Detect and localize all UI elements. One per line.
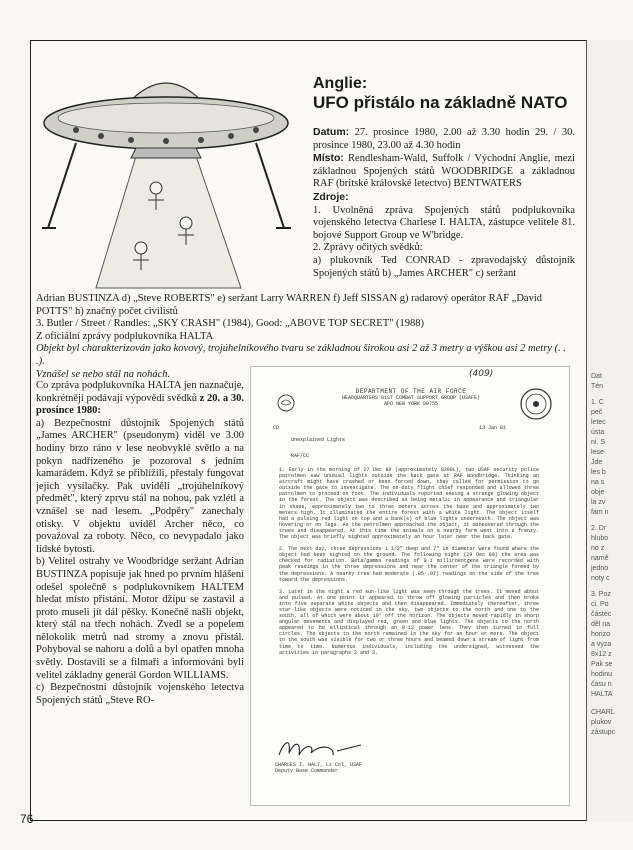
memo-date: 13 Jan 81 <box>479 425 507 431</box>
memo-stamp: (409) <box>469 369 494 379</box>
memo-paragraph-3: 3. Later in the night a red sun-like light was seen through the trees. It moved about and pulsed. At one point it appeared to throw off glowing particles and then broke into five separate white objects and then disappeared. Immediately thereafter, three star-like objects were noticed in the sky, two objects to the north and one to the south, all of which were about 10° off the horizon. The objects moved rapidly in sharp angular movements and displayed red, green and blue lights. The objects to the north appeared to be elliptical through an 8-12 power lens. They then turned to full circles. The objects to the north remained in the sky for an hour or more. The object to the south was visible for two or three hours and beamed down a stream of light from time to time. Numerous individuals, including the undersigned, witnessed the activities in paragraphs 2 and 3. <box>279 588 539 656</box>
col-archer: a) Bezpečnostní důstojník Spojených států „James ARCHER" (pseudonym) viděl ve 3.00 hodiny brzo ráno v lese neobvyklé světlo a na pokyn nadřízeného je pozoroval s jedním kamarádem. Když se přiblížili, přestaly fungovat jejich vysílačky. Pak uviděli „trojúhelníkový předmět", který zprvu stál na nohou, pak vzlétl a vznášel se nad lesem. „Podpěry" zanechaly otisky. V objektu uviděl Archer něco, co považoval za roboty. Něco, co nevypadalo jako lidské bytosti. <box>36 417 244 555</box>
memo-signer: CHARLES I. HALT, Lt Col, USAF <box>275 762 363 768</box>
left-column <box>36 380 244 707</box>
source-books: 3. Butler / Street / Randles: „SKY CRASH" (1984), Good: „ABOVE TOP SECRET" (1988) <box>36 318 425 330</box>
memo-paragraph-2: 2. The next day, three depressions 1 1/2" deep and 7" in diameter were found where the object had been sighted on the ground. The following night (29 Dec 80) the area was checked for radiation. Beta/gamma readings of 0.1 milliroentgens were recorded with peak readings in the three depressions and near the center of the triangle formed by the depressions. A nearby tree had moderate (.05-.07) readings on the side of the tree toward the depressions. <box>279 546 539 583</box>
witness-list: Adrian BUSTINZA d) „Steve ROBERTS" e) seržant Larry WARREN f) Jeff SISSAN g) radarový operátor RAF „David POTTS" h) značný počet civilistů <box>36 293 543 317</box>
col-intro: Co zpráva podplukovníka HALTA jen naznačuje, konkrétněji podávají výpovědi svědků z 20. a 30. prosince 1980: <box>36 380 244 417</box>
col-roberts: c) Bezpečnostní důstojník vojenského letectva Spojených států „Steve RO- <box>36 682 244 706</box>
datum-line <box>313 126 575 152</box>
side-strip-fragment: Jde <box>591 459 603 466</box>
zdroje-2a: a) plukovník Ted CONRAD - zpravodajský důstojník Spojených států b) „James ARCHER" c) seržant <box>313 254 575 279</box>
side-strip-fragment: ci. Po <box>591 601 609 608</box>
side-strip-fragment: na s <box>591 479 605 486</box>
memo-body <box>279 467 539 662</box>
side-strip-fragment: částec <box>591 611 612 618</box>
side-strip-fragment: ústa <box>591 429 605 436</box>
misto-line <box>313 152 575 191</box>
side-strip-fragment: hlubo <box>591 535 609 542</box>
signature-icon <box>275 737 365 761</box>
datum-label: Datum: <box>313 126 350 138</box>
article-heading <box>313 75 573 113</box>
misto-text: Rendlesham-Wald, Suffolk / Východní Anglie, mezi základnou Spojených států WOODBRIDGE a základnou RAF (britské královské letectvo) BENTWATERS <box>313 153 575 190</box>
side-strip-fragment: fam n <box>591 509 609 516</box>
memo-signature-block <box>275 762 362 774</box>
side-strip-fragment: horizo <box>591 631 611 638</box>
zdroje-2: 2. Zprávy očitých svědků: <box>313 242 423 254</box>
side-strip-fragment: la zv <box>591 499 606 506</box>
side-strip-fragment: peč <box>591 409 603 416</box>
memo-signer-title: Deputy Base Commander <box>275 768 339 775</box>
side-strip-fragment: zástupc <box>591 729 616 736</box>
memo-reply-to: CD <box>273 425 280 431</box>
memo-header <box>251 389 570 407</box>
memo-paragraph-1: 1. Early in the morning of 27 Dec 80 (approximately 0300L), two USAF security police patrolmen saw unusual lights outside the back gate at RAF Woodbridge. Thinking an aircraft might have crashed or been forced down, they called for permission to go outside the gate to investigate. The on-duty flight chief responded and allowed three patrolmen to proceed on foot. The individuals reported seeing a strange glowing object in the forest. The object was described as being metalic in appearance and triangular in shape, approximately two to three meters across the base and approximately two meters high. It illuminated the entire forest with a white light. The object itself had a pulsing red light on top and a bank(s) of blue lights underneath. The object was hovering or on legs. As the patrolmen approached the object, it maneuvered through the trees and disappeared. At this time the animals on a nearby farm went into a frenzy. The object was briefly sighted approximately an hour later near the back gate. <box>279 467 539 541</box>
datum-text: 27. prosince 1980, 2.00 až 3.30 hodin 29. / 30. prosince 1980, 23.00 až 4.30 hodin <box>313 127 575 151</box>
side-strip-fragment: hodinu <box>591 671 613 678</box>
memo-department: DEPARTMENT OF THE AIR FORCE <box>355 388 467 395</box>
side-strip-fragment: a vyza <box>591 641 612 648</box>
zdroje-label: Zdroje: <box>313 190 349 203</box>
side-strip-fragment: ni. S <box>591 439 606 446</box>
side-strip-fragment: HALTA <box>591 691 613 698</box>
memo-hq: HEADQUARTERS 81ST COMBAT SUPPORT GROUP (USAFE) <box>341 395 481 401</box>
side-strip-fragment: jedno <box>591 565 609 572</box>
side-strip-fragment: 8x12 z <box>591 651 612 658</box>
side-strip-fragment: 3. Poz <box>591 591 611 598</box>
adjacent-page-strip <box>586 40 633 821</box>
page-number: 76 <box>20 812 34 826</box>
title-main: UFO přistálo na základně NATO <box>313 93 568 112</box>
side-strip-fragment: letec <box>591 419 606 426</box>
memo-subject: Unexplained Lights <box>291 437 346 443</box>
side-strip-fragment: plukov <box>591 719 612 726</box>
halt-report-heading: Z oficiální zprávy podplukovníka HALTA <box>36 330 214 342</box>
object-hover: Vznášel se nebo stál na nohách. <box>36 368 171 380</box>
title-country: Anglie: <box>313 75 368 92</box>
zdroje-1: 1. Uvolněná zpráva Spojených států podplukovníka vojenského letectva Charlese I. HALTA, zástupce velitele 81. bojové Support Group ve W'bridge. <box>313 204 575 241</box>
side-strip-fragment: CHARL <box>591 709 615 716</box>
side-strip-fragment: času n <box>591 681 612 688</box>
side-strip-fragment: obje <box>591 489 605 496</box>
article-info <box>313 126 575 280</box>
side-strip-fragment: 1. C <box>591 399 604 406</box>
side-strip-fragment: 2. Dr <box>591 525 607 532</box>
side-strip-fragment: Tén <box>591 383 604 390</box>
side-strip-fragment: Dat <box>591 373 602 380</box>
side-strip-fragment: Pak se <box>591 661 613 668</box>
object-description: Objekt byl charakterizován jako kovový, trojúhelníkového tvaru se základnou širokou asi 2 až 3 metry a výškou asi 2 metry (. . .). <box>36 343 566 367</box>
misto-label: Místo: <box>313 152 344 165</box>
side-strip-fragment: děl na <box>591 621 611 628</box>
memo-apo: APO NEW YORK 09755 <box>383 401 438 407</box>
col-bustinza: b) Velitel ostrahy ve Woodbridge seržant Adrian BUSTINZA popisuje jak hned po prvním hlášení odešel společně s podplukovníkem HALTEM hledat místo přistání. Motor džípu se zastavil a proto museli jít dál pěšky. Konečně našli objekt, který stál na třech nohách. Zvedl se a popelem nělokolik metrů nad stromy a znovu přistál. Pohyboval se nahoru a dolů a byl opatřen mnoha světly. Dostavili se a filmaři a informováni byli velitel základny generál Gordon WILLIAMS. <box>36 556 244 681</box>
side-strip-fragment: namě <box>591 555 609 562</box>
side-strip-fragment: lese <box>591 449 604 456</box>
ufo-illustration <box>36 48 296 298</box>
side-strip-fragment: noty c <box>591 575 610 582</box>
memo-to: RAF/CC <box>291 453 310 459</box>
side-strip-fragment: les b <box>591 469 606 476</box>
side-strip-fragment: no z <box>591 545 605 552</box>
halt-memo-document <box>250 366 570 806</box>
